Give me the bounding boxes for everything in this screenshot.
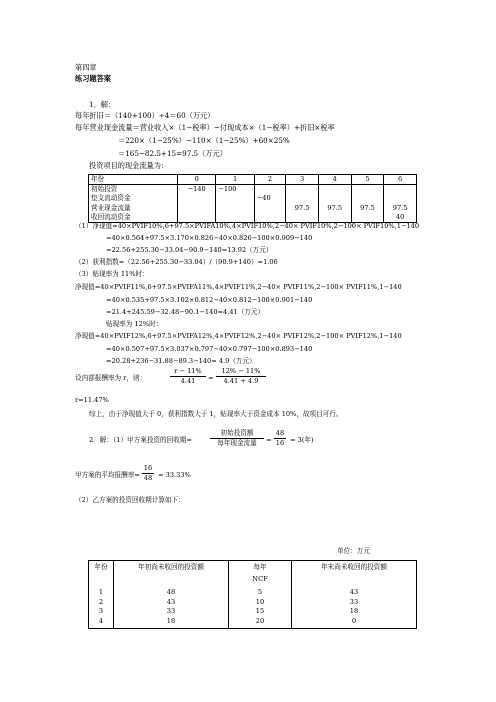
profitability-index-line: （2）获利指数=（22.56+255.30−33.04）/（90.9+140）=1.06 [75, 258, 278, 266]
begin-balance-column: 48 43 33 18 [114, 588, 229, 629]
arr-fraction [142, 465, 154, 481]
table-header-cell: 年份 [89, 561, 114, 589]
table-cell: 40 [384, 213, 417, 223]
cashflow-table [88, 174, 417, 223]
table-header-cell: 年份 [89, 175, 178, 185]
table-cell: 收回流动资金 [89, 213, 178, 223]
fraction-numerator: 16 [143, 464, 153, 472]
plan-b-table-header [89, 561, 417, 589]
ncf-formula-line: 每年营业现金流量＝营业收入×（1−税率）−付现成本×（1−税率）+折旧×税率 [75, 123, 335, 132]
plan-b-caption: （2）乙方案的投资回收期计算如下： [75, 496, 185, 504]
table-cell [178, 204, 216, 213]
fraction-numerator: 48 [275, 429, 285, 437]
year-column: 1 2 3 4 [89, 588, 114, 629]
interpolation-label: 设内部报酬率为 r，则： [75, 374, 147, 382]
table-header-cell: 3 [286, 175, 319, 185]
q2-head: 2．解：（1）甲方案投资的回收期= [89, 436, 192, 444]
npv-12-calc-line-3: =20.28+236−31.88−89.3−140= 4.9（万元） [106, 357, 256, 365]
table-header-cell: 5 [351, 175, 384, 185]
chapter-heading: 第四章 [75, 63, 97, 72]
payback-result: = 3(年) [290, 436, 314, 444]
equals-sign: = [266, 436, 272, 444]
table-cell: 营业现金流量 [89, 204, 178, 213]
table-header-cell: 6 [384, 175, 417, 185]
table-cell: −40 [254, 194, 285, 203]
table-cell [318, 194, 351, 203]
table-header-cell: 0 [178, 175, 216, 185]
equals-sign: = [208, 374, 214, 382]
table-cell [254, 204, 285, 213]
npv-11-line: 净现值=40×PVIF11%,6+97.5×PVIFA11%,4×PVIF11%,2−40× PVIF11%,2−100× PVIF11%,1−140 [75, 283, 402, 291]
npv-11-calc-line-2: =40×0.535+97.5×3.102×0.812−40×0.812−100×0.901−140 [106, 296, 313, 304]
npv-12-line: 净现值=40×PVIF12%,6+97.5×PVIFA12%,4×PVIF12%,2−40× PVIF12%,2−100× PVIF12%,1−140 [75, 332, 402, 340]
table-cell: 97.5 [384, 204, 417, 213]
table-header-cell: 年初尚未收回的投资额 [114, 561, 229, 589]
npv-12-calc-line-2: =40×0.507+97.5×3.037×0.797−40×0.797−100×0.893−140 [106, 345, 313, 353]
depreciation-line: 每年折旧＝（140+100）÷4＝60（万元） [75, 111, 215, 120]
table-row [89, 185, 417, 195]
payback-formula-fraction [210, 430, 264, 446]
table-header-cell: 1 [216, 175, 254, 185]
end-balance-column: 43 33 18 0 [292, 588, 417, 629]
fraction-denominator: 每年现金流量 [217, 438, 257, 447]
irr-result: r=11.47% [75, 396, 109, 404]
cashflow-table-caption: 投资项目的现金流量为： [89, 161, 169, 170]
irr-11-heading: （3）贴现率为 11%时： [75, 270, 149, 278]
table-cell: −140 [178, 185, 216, 195]
ncf-calc-line-3: ＝165−82.5+15=97.5（万元） [118, 149, 227, 158]
ncf-header-line-1: 每年 [253, 563, 267, 571]
table-cell [351, 185, 384, 195]
fraction-denominator: 16 [275, 438, 285, 447]
ncf-column: 5 10 15 20 [229, 588, 292, 629]
npv-line: （1）净现值=40×PVIF10%,6+97.5×PVIFA10%,4×PVIF10%,2−40× PVIF10%,2−100× PVIF10%,1−140 [75, 222, 420, 230]
table-cell: 97.5 [318, 204, 351, 213]
plan-b-payback-table [88, 560, 417, 629]
table-cell [384, 194, 417, 203]
table-row [89, 194, 417, 203]
table-cell [286, 194, 319, 203]
ncf-calc-line-2: ＝220×（1−25%）−110×（1−25%）+60×25% [118, 136, 290, 145]
table-cell [286, 185, 319, 195]
table-cell: 97.5 [351, 204, 384, 213]
table-cell [351, 194, 384, 203]
arr-result: = 33.33% [158, 471, 191, 479]
table-cell [254, 185, 285, 195]
table-cell: 97.5 [286, 204, 319, 213]
table-cell [216, 204, 254, 213]
fraction-numerator: 初始投资额 [220, 429, 254, 437]
npv-calc-line-2: =40×0.564+97.5×3.170×0.826−40×0.826−100×0.909−140 [106, 234, 313, 242]
fraction-denominator: 48 [143, 473, 153, 482]
payback-value-fraction [274, 430, 286, 446]
table-header-cell [229, 561, 292, 589]
rate-12-heading: 贴现率为 12%时： [106, 320, 163, 328]
cashflow-table-header [89, 175, 417, 185]
fraction-numerator: 12% − 11% [221, 367, 261, 375]
interpolation-fraction-right [216, 368, 266, 384]
unit-label: 单位：万元 [337, 547, 370, 555]
npv-11-calc-line-3: =21.4+245.59−32.48−90.1−140=4.41（万元） [106, 308, 265, 316]
table-row [89, 204, 417, 213]
table-header-cell: 2 [254, 175, 285, 185]
fraction-denominator: 4.41 + 4.9 [223, 376, 259, 385]
table-cell [216, 194, 254, 203]
table-cell: 垫支流动资金 [89, 194, 178, 203]
table-header-cell: 年末尚未收回的投资额 [292, 561, 417, 589]
table-row [89, 588, 417, 629]
npv-calc-line-3: =22.56+255.30−33.04−90.9−140=13.92（万元） [106, 246, 273, 254]
table-cell [178, 194, 216, 203]
fraction-denominator: 4.41 [180, 376, 196, 385]
table-cell: −100 [216, 185, 254, 195]
ncf-header-line-2: NCF [252, 575, 268, 583]
table-cell: 初始投资 [89, 185, 178, 195]
q1-head: 1．解： [89, 100, 116, 109]
table-header-cell: 4 [318, 175, 351, 185]
arr-label: 甲方案的平均报酬率= [75, 471, 140, 479]
interpolation-fraction-left [170, 368, 206, 384]
table-cell [318, 185, 351, 195]
section-title: 练习题答案 [75, 74, 111, 83]
fraction-numerator: r − 11% [174, 367, 202, 375]
q1-conclusion: 综上，由于净现值大于 0，获利指数大于 1，贴现率大于资金成本 10%，故项目可行。 [89, 410, 343, 418]
table-cell [384, 185, 417, 195]
